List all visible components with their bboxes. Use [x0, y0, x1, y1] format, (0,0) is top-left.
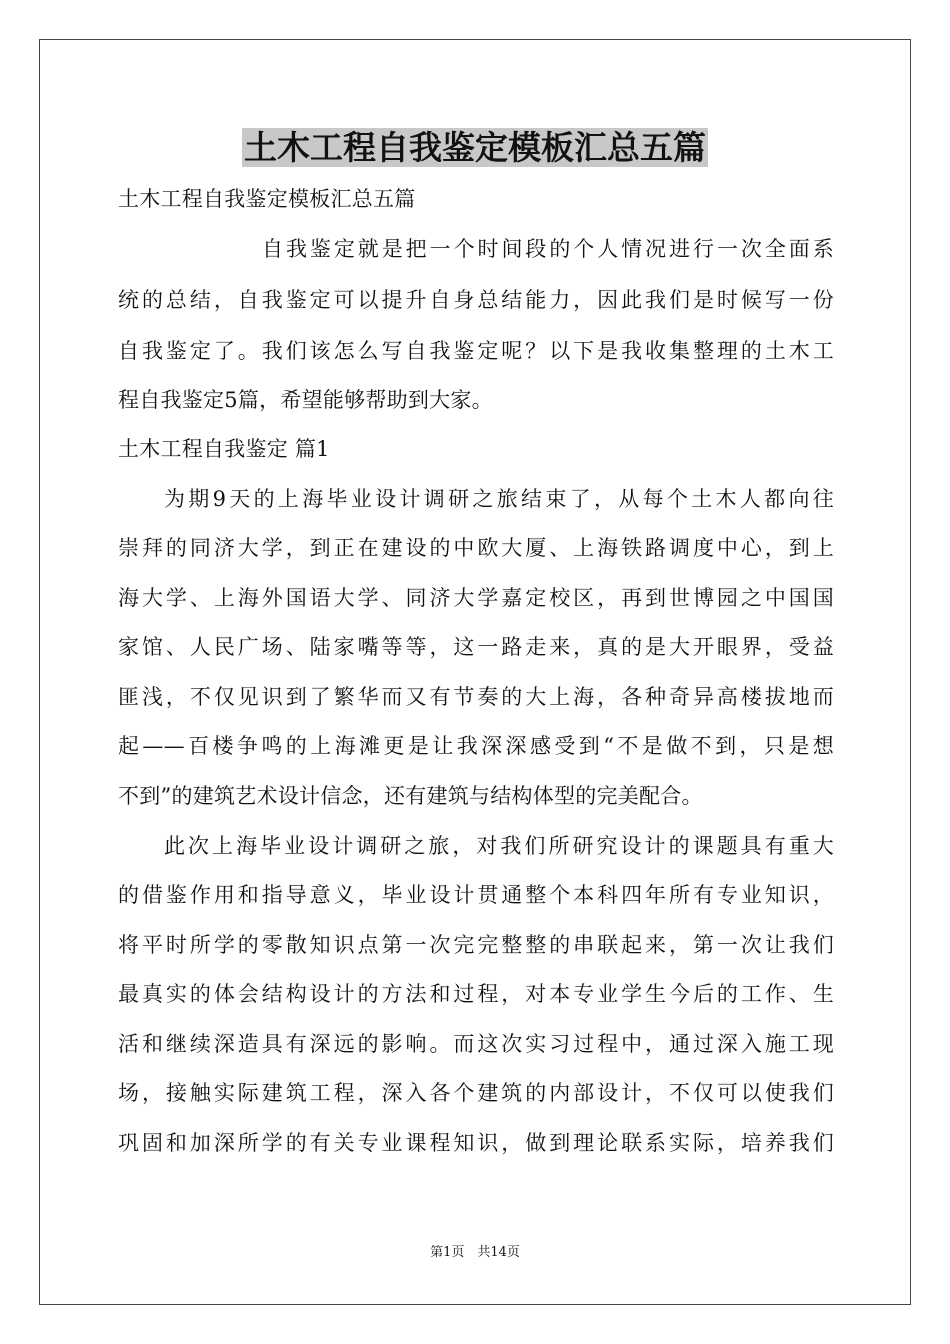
- para1-line-1: 为期9天的上海毕业设计调研之旅结束了，从每个土木人都向往: [164, 487, 834, 511]
- intro-line-2: 统的总结，自我鉴定可以提升自身总结能力，因此我们是时候写一份: [118, 288, 834, 312]
- para2-line-6: 场，接触实际建筑工程，深入各个建筑的内部设计，不仅可以使我们: [118, 1081, 834, 1105]
- document-title-text: 土木工程自我鉴定模板汇总五篇: [244, 128, 706, 167]
- para1-line-4: 家馆、人民广场、陆家嘴等等，这一路走来，真的是大开眼界，受益: [118, 635, 834, 659]
- subtitle-line: 土木工程自我鉴定模板汇总五篇: [118, 187, 416, 211]
- page-border: [39, 39, 911, 1305]
- page-number-footer: 第1页 共14页: [430, 1245, 520, 1260]
- para1-line-2: 崇拜的同济大学，到正在建设的中欧大厦、上海铁路调度中心，到上: [118, 536, 834, 560]
- para2-line-3: 将平时所学的零散知识点第一次完完整整的串联起来，第一次让我们: [118, 933, 834, 957]
- para1-line-5: 匪浅，不仅见识到了繁华而又有节奏的大上海，各种奇异高楼拔地而: [118, 685, 834, 709]
- para1-line-6: 起——百楼争鸣的上海滩更是让我深深感受到“不是做不到，只是想: [118, 734, 834, 758]
- intro-line-1: 自我鉴定就是把一个时间段的个人情况进行一次全面系: [262, 237, 834, 261]
- para2-line-7: 巩固和加深所学的有关专业课程知识，做到理论联系实际，培养我们: [118, 1131, 834, 1155]
- para2-line-5: 活和继续深造具有深远的影响。而这次实习过程中，通过深入施工现: [118, 1032, 834, 1056]
- document-title: [0, 124, 950, 172]
- para1-line-3: 海大学、上海外国语大学、同济大学嘉定校区，再到世博园之中国国: [118, 586, 834, 610]
- section-heading-1: 土木工程自我鉴定 篇1: [118, 437, 330, 461]
- para2-line-4: 最真实的体会结构设计的方法和过程，对本专业学生今后的工作、生: [118, 982, 834, 1006]
- para2-line-1: 此次上海毕业设计调研之旅，对我们所研究设计的课题具有重大: [164, 834, 834, 858]
- para2-line-2: 的借鉴作用和指导意义，毕业设计贯通整个本科四年所有专业知识，: [118, 883, 834, 907]
- intro-line-3: 自我鉴定了。我们该怎么写自我鉴定呢？以下是我收集整理的土木工: [118, 339, 834, 363]
- intro-line-4: 程自我鉴定5篇，希望能够帮助到大家。: [118, 388, 493, 412]
- para1-line-7: 不到”的建筑艺术设计信念，还有建筑与结构体型的完美配合。: [118, 784, 703, 808]
